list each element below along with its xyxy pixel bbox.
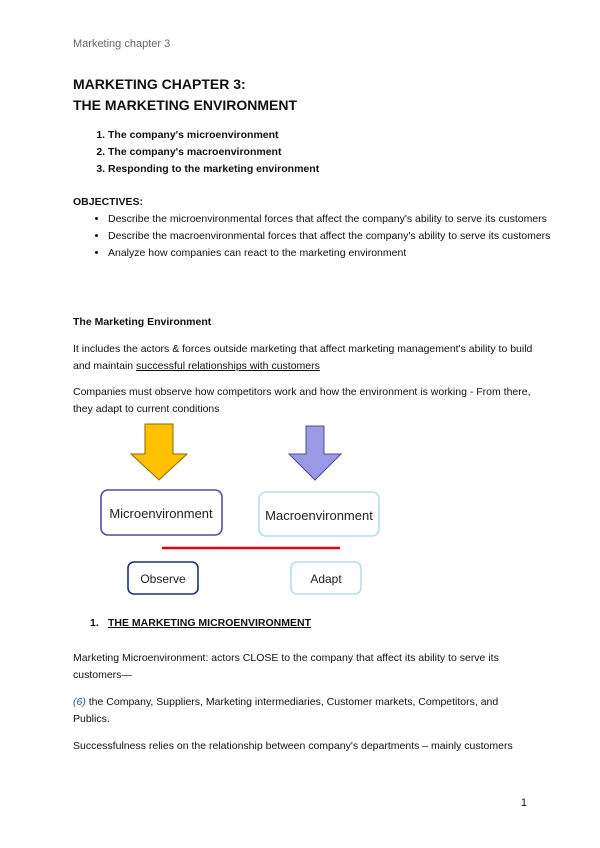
page-number: 1 [520,797,527,809]
list-item: • Describe the microenvironmental forces that affect the company's ability to serve its customers [108,211,563,228]
contents-list [73,127,319,178]
arrow-down-icon [131,424,187,480]
macroenvironment-label: Macroenvironment [265,508,373,523]
running-header: Marketing chapter 3 [73,38,171,50]
objectives-list [73,211,563,262]
chapter-title: MARKETING CHAPTER 3: [73,76,246,92]
list-item: 2. The company's macroenvironment [108,144,319,161]
list-item: 1. The company's microenvironment [108,127,319,144]
environment-diagram [95,418,395,598]
micro-definition: Marketing Microenvironment: actors CLOSE to the company that affect its ability to serve its customers— [73,652,499,681]
microenvironment-heading [90,617,311,629]
adapt-label: Adapt [310,572,342,586]
list-item: • Describe the macroenvironmental forces that affect the company's ability to serve its customers [108,228,563,245]
heading-number: 1. [90,617,99,629]
chapter-subtitle: THE MARKETING ENVIRONMENT [73,97,297,113]
competitors-paragraph: Companies must observe how competitors work and how the environment is working - From there, they adapt to current conditions [73,386,531,415]
successfulness-paragraph: Successfulness relies on the relationship between company's departments – mainly customers [73,740,513,752]
list-item: • Analyze how companies can react to the marketing environment [108,245,563,262]
intro-text: It includes the actors & forces outside marketing that affect marketing management's ability to build and maintain [73,343,533,372]
micro-actors-paragraph [73,694,533,728]
section-heading: The Marketing Environment [73,316,212,328]
microenvironment-label: Microenvironment [109,506,213,521]
actor-list: the Company, Suppliers, Marketing intermediaries, Customer markets, Competitors, and Publics. [73,696,499,725]
actor-count: (6) [73,696,86,708]
intro-paragraph [73,341,533,375]
objectives-heading: OBJECTIVES: [73,196,144,208]
list-item: 3. Responding to the marketing environment [108,161,319,178]
underlined-phrase: successful relationships with customers [136,360,320,372]
heading-label: THE MARKETING MICROENVIRONMENT [108,617,311,629]
observe-label: Observe [140,572,186,586]
arrow-down-icon [289,426,341,480]
